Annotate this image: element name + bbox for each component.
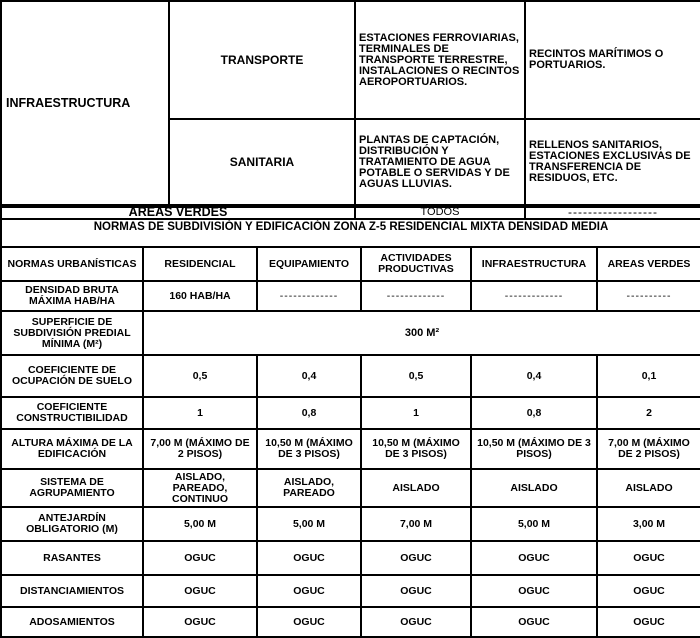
cell: 3,00 M xyxy=(597,507,700,541)
table-row xyxy=(1,429,700,469)
cell: 7,00 M (MÁXIMO DE 2 PISOS) xyxy=(597,429,700,469)
header-equipamiento: EQUIPAMIENTO xyxy=(257,247,361,281)
row-label: SISTEMA DE AGRUPAMIENTO xyxy=(1,469,143,507)
cell: ------------- xyxy=(361,281,471,311)
row-label: COEFICIENTE CONSTRUCTIBILIDAD xyxy=(1,397,143,429)
cell: OGUC xyxy=(361,607,471,637)
cell: 0,8 xyxy=(257,397,361,429)
cell: 10,50 M (MÁXIMO DE 3 PISOS) xyxy=(257,429,361,469)
cell: 0,5 xyxy=(143,355,257,397)
cell: OGUC xyxy=(597,607,700,637)
header-normas: NORMAS URBANÍSTICAS xyxy=(1,247,143,281)
transporte-label: TRANSPORTE xyxy=(169,1,355,119)
sanitaria-prohibited: RELLENOS SANITARIOS, ESTACIONES EXCLUSIVAS DE TRANSFERENCIA DE RESIDUOS, ETC. xyxy=(525,119,700,205)
table-title-row xyxy=(1,207,700,247)
cell: 10,50 M (MÁXIMO DE 3 PISOS) xyxy=(471,429,597,469)
header-areas-verdes: AREAS VERDES xyxy=(597,247,700,281)
cell: 0,4 xyxy=(471,355,597,397)
cell: OGUC xyxy=(471,575,597,607)
cell: 0,8 xyxy=(471,397,597,429)
cell: OGUC xyxy=(471,607,597,637)
cell: OGUC xyxy=(257,575,361,607)
cell: OGUC xyxy=(257,607,361,637)
cell: OGUC xyxy=(257,541,361,575)
row-label: ANTEJARDÍN OBLIGATORIO (M) xyxy=(1,507,143,541)
table-row xyxy=(1,507,700,541)
table-row xyxy=(1,397,700,429)
header-residencial: RESIDENCIAL xyxy=(143,247,257,281)
row-label: RASANTES xyxy=(1,541,143,575)
table-row xyxy=(1,355,700,397)
cell: OGUC xyxy=(361,575,471,607)
cell: 10,50 M (MÁXIMO DE 3 PISOS) xyxy=(361,429,471,469)
header-infraestructura: INFRAESTRUCTURA xyxy=(471,247,597,281)
table-row xyxy=(1,281,700,311)
table-row xyxy=(1,575,700,607)
cell: OGUC xyxy=(143,607,257,637)
cell: 5,00 M xyxy=(257,507,361,541)
norms-table xyxy=(0,206,700,638)
areas-verdes-label: AREAS VERDES xyxy=(1,205,355,219)
table-header-row xyxy=(1,247,700,281)
cell: 0,5 xyxy=(361,355,471,397)
cell: OGUC xyxy=(597,541,700,575)
table-row xyxy=(1,311,700,355)
row-label: COEFICIENTE DE OCUPACIÓN DE SUELO xyxy=(1,355,143,397)
cell: 160 HAB/HA xyxy=(143,281,257,311)
header-actividades: ACTIVIDADES PRODUCTIVAS xyxy=(361,247,471,281)
cell: 0,4 xyxy=(257,355,361,397)
cell: AISLADO xyxy=(597,469,700,507)
cell: AISLADO, PAREADO, CONTINUO xyxy=(143,469,257,507)
cell: ------------- xyxy=(257,281,361,311)
cell: 2 xyxy=(597,397,700,429)
cell: ---------- xyxy=(597,281,700,311)
cell: OGUC xyxy=(143,575,257,607)
cell: 5,00 M xyxy=(143,507,257,541)
cell: 1 xyxy=(361,397,471,429)
cell: OGUC xyxy=(471,541,597,575)
cell: OGUC xyxy=(597,575,700,607)
cell: 0,1 xyxy=(597,355,700,397)
areas-verdes-prohibited: ------------------ xyxy=(525,205,700,219)
row-label: DISTANCIAMIENTOS xyxy=(1,575,143,607)
cell: OGUC xyxy=(143,541,257,575)
table-row xyxy=(1,607,700,637)
cell: 5,00 M xyxy=(471,507,597,541)
cell: AISLADO xyxy=(361,469,471,507)
cell: AISLADO, PAREADO xyxy=(257,469,361,507)
cell: AISLADO xyxy=(471,469,597,507)
table-row xyxy=(1,1,700,119)
table-row xyxy=(1,541,700,575)
row-label: DENSIDAD BRUTA MÁXIMA HAB/HA xyxy=(1,281,143,311)
areas-verdes-permitted: TODOS xyxy=(355,205,525,219)
cell: ------------- xyxy=(471,281,597,311)
row-label: ALTURA MÁXIMA DE LA EDIFICACIÓN xyxy=(1,429,143,469)
transporte-prohibited: RECINTOS MARÍTIMOS O PORTUARIOS. xyxy=(525,1,700,119)
cell: 7,00 M xyxy=(361,507,471,541)
transporte-permitted: ESTACIONES FERROVIARIAS, TERMINALES DE TRANSPORTE TERRESTRE, INSTALACIONES O RECINTOS AEROPORTUARIOS. xyxy=(355,1,525,119)
uses-table xyxy=(0,0,700,220)
merged-cell: 300 M² xyxy=(143,311,700,355)
norms-title: NORMAS DE SUBDIVISIÓN Y EDIFICACIÓN ZONA Z-5 RESIDENCIAL MIXTA DENSIDAD MEDIA xyxy=(1,207,700,247)
sanitaria-label: SANITARIA xyxy=(169,119,355,205)
sanitaria-permitted: PLANTAS DE CAPTACIÓN, DISTRIBUCIÓN Y TRATAMIENTO DE AGUA POTABLE O SERVIDAS Y DE AGUAS LLUVIAS. xyxy=(355,119,525,205)
cell: 1 xyxy=(143,397,257,429)
row-label: SUPERFICIE DE SUBDIVISIÓN PREDIAL MÍNIMA (M²) xyxy=(1,311,143,355)
table-row xyxy=(1,469,700,507)
cell: OGUC xyxy=(361,541,471,575)
cell: 7,00 M (MÁXIMO DE 2 PISOS) xyxy=(143,429,257,469)
row-label: ADOSAMIENTOS xyxy=(1,607,143,637)
infraestructura-label: INFRAESTRUCTURA xyxy=(1,1,169,205)
